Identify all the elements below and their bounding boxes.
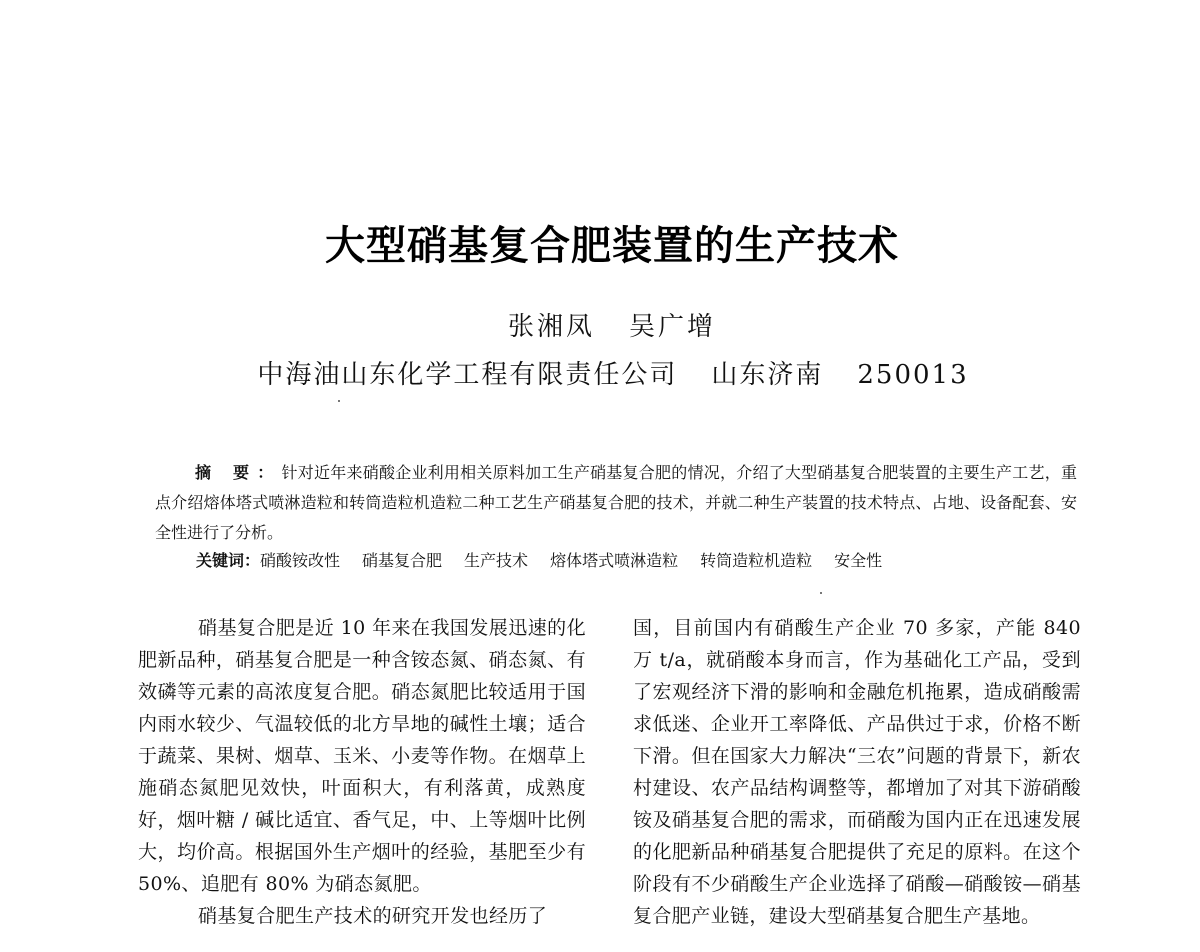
affiliation-location: 山东济南: [711, 360, 824, 390]
body-paragraph: 硝基复合肥生产技术的研究开发也经历了: [198, 905, 548, 927]
paper-title: 大型硝基复合肥装置的生产技术: [325, 223, 899, 269]
body-column-right: [633, 612, 1081, 932]
abstract-label: 摘 要：: [195, 463, 282, 482]
author-name: 吴广增: [629, 312, 717, 342]
keyword-item: 转筒造粒机造粒: [700, 551, 813, 570]
keyword-item: 熔体塔式喷淋造粒: [550, 551, 679, 570]
keywords-label: 关键词：: [196, 551, 261, 570]
author-list: [0, 308, 1200, 346]
author-name: 张湘凤: [507, 312, 595, 342]
keyword-item: 硝酸铵改性: [260, 551, 341, 570]
body-paragraph: 国，目前国内有硝酸生产企业 70 多家，产能 840 万 t/a，就硝酸本身而言，作为基础化工产品，受到了宏观经济下滑的影响和金融危机拖累，造成硝酸需求低迷、企业开工率降低、产品供过于求，价格不断下滑。但在国家大力解决“三农”问题的背景下，新农村建设、农产品结构调整等，都增加了对其下游硝酸铵及硝基复合肥的需求，而硝酸为国内正在迅速发展的化肥新品种硝基复合肥提供了充足的原料。在这个阶段有不少硝酸生产企业选择了硝酸—硝酸铵—硝基复合肥产业链，建设大型硝基复合肥生产基地。: [633, 617, 1081, 927]
keywords-block: [196, 546, 1076, 576]
body-paragraph: 硝基复合肥是近 10 年来在我国发展迅速的化肥新品种，硝基复合肥是一种含铵态氮、硝态氮、有效磷等元素的高浓度复合肥。硝态氮肥比较适用于国内雨水较少、气温较低的北方旱地的碱性土壤；适合于蔬菜、果树、烟草、玉米、小麦等作物。在烟草上施硝态氮肥见效快，叶面积大，有利落黄，成熟度好，烟叶糖 / 碱比适宜、香气足，中、上等烟叶比例大，均价高。根据国外生产烟叶的经验，基肥至少有 50%、追肥有 80% 为硝态氮肥。: [138, 617, 586, 895]
keyword-item: 安全性: [834, 551, 883, 570]
keyword-item: 硝基复合肥: [362, 551, 443, 570]
abstract-block: [155, 458, 1077, 548]
body-column-left: [138, 612, 586, 932]
affiliation-line: [0, 356, 1200, 394]
affiliation-company: 中海油山东化学工程有限责任公司: [257, 360, 678, 390]
keyword-item: 生产技术: [464, 551, 529, 570]
abstract-text: 针对近年来硝酸企业利用相关原料加工生产硝基复合肥的情况，介绍了大型硝基复合肥装置的主要生产工艺，重点介绍熔体塔式喷淋造粒和转筒造粒机造粒二种工艺生产硝基复合肥的技术，并就二种生产装置的技术特点、占地、设备配套、安全性进行了分析。: [155, 463, 1077, 542]
scan-speck: [338, 400, 340, 402]
affiliation-postcode: 250013: [857, 360, 969, 390]
scan-speck: [820, 592, 822, 594]
